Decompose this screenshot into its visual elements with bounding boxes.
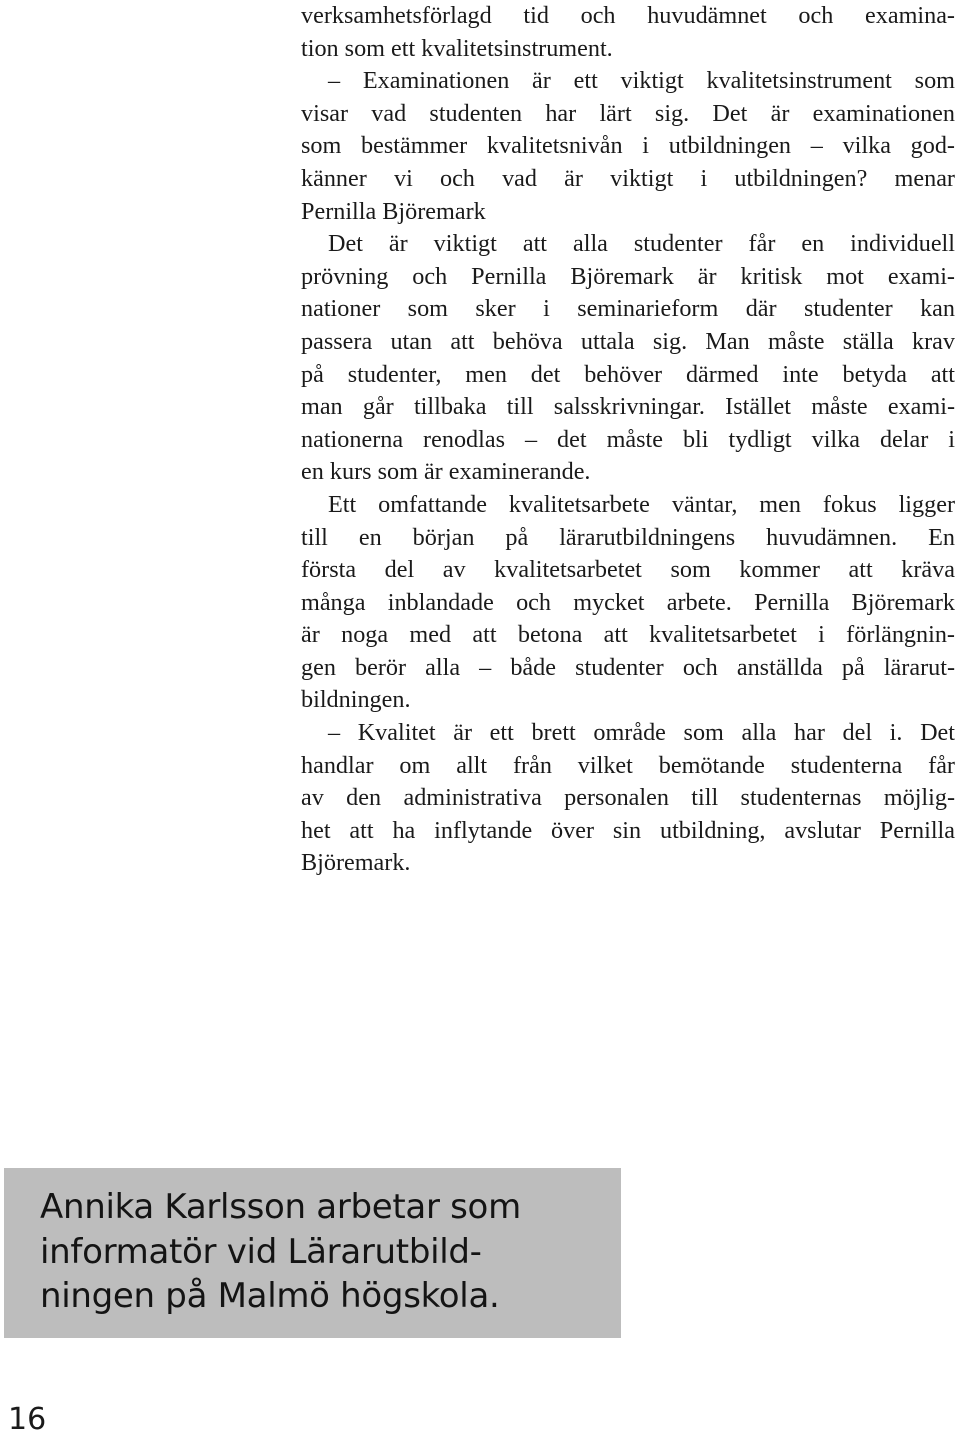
author-info-box: [4, 1168, 621, 1338]
text-line: verksamhetsförlagd tid och huvudämnet och examina-: [301, 2, 955, 29]
text-line: prövning och Pernilla Björemark är kritisk mot exami-: [301, 262, 955, 290]
text-line: nationer som sker i seminarieform där studenter kan: [301, 295, 955, 323]
text-line: som bestämmer kvalitetsnivån i utbildningen – vilka god-: [301, 132, 955, 160]
article-body: [301, 0, 955, 880]
text-line: första del av kvalitetsarbetet som kommer att kräva: [301, 556, 955, 584]
text-line: Björemark.: [301, 849, 411, 877]
text-line: av den administrativa personalen till studenternas möjlig-: [301, 784, 955, 812]
text-line: en kurs som är examinerande.: [301, 458, 591, 486]
author-info-line: ningen på Malmö högskola.: [40, 1276, 500, 1316]
text-line: – Kvalitet är ett brett område som alla har del i. Det: [328, 719, 955, 747]
text-line: Ett omfattande kvalitetsarbete väntar, men fokus ligger: [328, 490, 955, 518]
text-line: visar vad studenten har lärt sig. Det är examinationen: [301, 99, 955, 127]
page-number: 16: [8, 1402, 47, 1437]
text-line: – Examinationen är ett viktigt kvalitetsinstrument som: [328, 67, 955, 95]
author-info-line: informatör vid Lärarutbild-: [40, 1232, 482, 1272]
text-line: känner vi och vad är viktigt i utbildningen? menar: [301, 164, 955, 192]
text-line: bildningen.: [301, 686, 411, 714]
author-info-line: Annika Karlsson arbetar som: [40, 1187, 521, 1227]
text-line: tion som ett kvalitetsinstrument.: [301, 34, 613, 62]
text-line: Det är viktigt att alla studenter får en individuell: [328, 230, 955, 258]
text-line: till en början på lärarutbildningens huvudämnen. En: [301, 523, 955, 551]
text-line: nationerna renodlas – det måste bli tydligt vilka delar i: [301, 425, 955, 453]
text-line: passera utan att behöva uttala sig. Man måste ställa krav: [301, 327, 955, 355]
text-line: gen berör alla – både studenter och anställda på lärarut-: [301, 653, 955, 681]
text-line: på studenter, men det behöver därmed inte betyda att: [301, 360, 955, 388]
text-line: man går tillbaka till salsskrivningar. Istället måste exami-: [301, 393, 955, 421]
text-line: handlar om allt från vilket bemötande studenterna får: [301, 751, 955, 779]
text-line: het att ha inflytande över sin utbildning, avslutar Pernilla: [301, 816, 955, 844]
text-line: är noga med att betona att kvalitetsarbetet i förlängnin-: [301, 621, 955, 649]
text-line: Pernilla Björemark: [301, 197, 486, 225]
text-line: många inblandade och mycket arbete. Pernilla Björemark: [301, 588, 955, 616]
